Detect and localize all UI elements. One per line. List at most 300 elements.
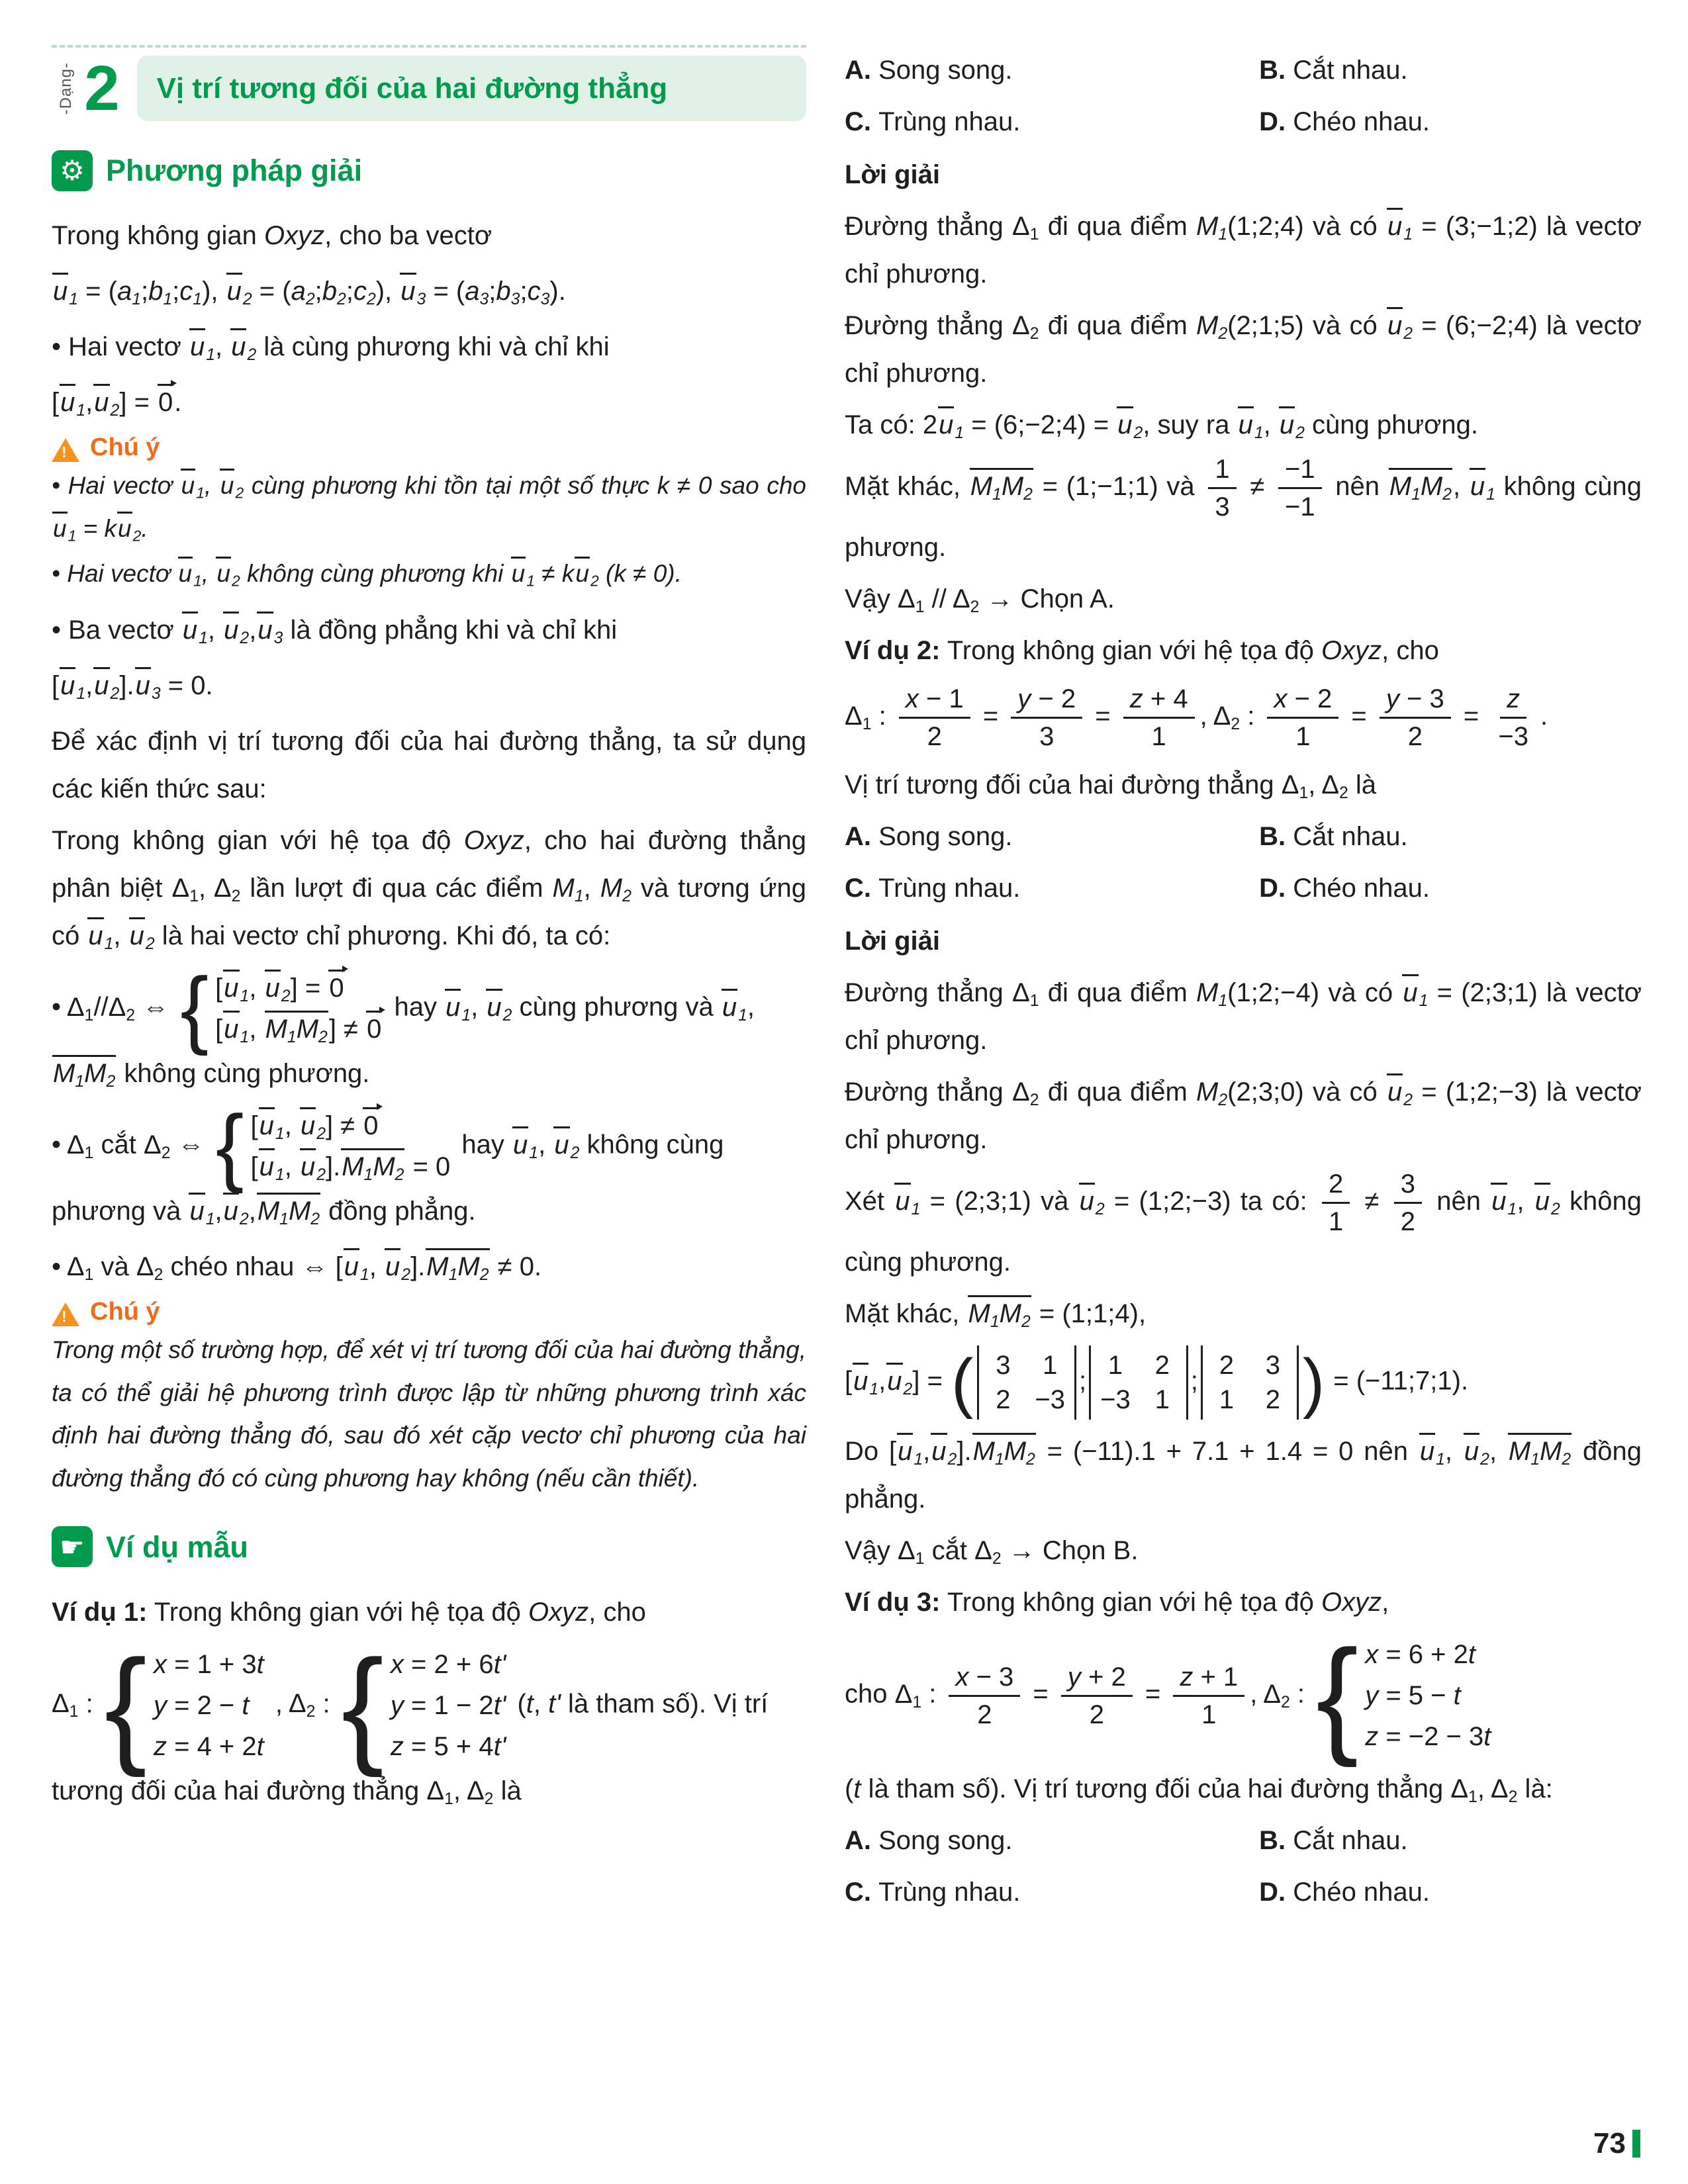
subscript: 1 bbox=[914, 1450, 923, 1469]
text-run: là bbox=[1348, 770, 1377, 799]
text-run: : bbox=[315, 1689, 338, 1719]
subscript: 2 bbox=[231, 887, 241, 905]
text-run: Do [ bbox=[845, 1437, 897, 1466]
text-run: cùng phương và bbox=[512, 992, 721, 1022]
math-run: $M_2$ bbox=[84, 1059, 116, 1091]
math-run: $\Delta_1$ bbox=[1011, 212, 1039, 244]
math-run bbox=[485, 993, 512, 1022]
formula-line bbox=[52, 379, 806, 426]
math-run bbox=[264, 1015, 329, 1044]
subscript: 1 bbox=[240, 987, 250, 1005]
math-run: x bbox=[390, 1649, 404, 1679]
paragraph bbox=[845, 1167, 1642, 1286]
subscript: 2 bbox=[1218, 324, 1228, 343]
text-run: cùng phương. bbox=[1304, 410, 1478, 439]
text-run: , bbox=[284, 1152, 299, 1182]
text-run: −3 bbox=[1498, 722, 1528, 751]
subscript: 3 bbox=[273, 629, 283, 647]
fraction-numerator bbox=[1267, 682, 1338, 719]
vector-overline: u bbox=[1469, 469, 1486, 502]
answer-option bbox=[845, 1817, 1259, 1864]
equation-lines bbox=[154, 1644, 264, 1767]
text-run: không cùng phương. bbox=[845, 1187, 1642, 1277]
text-run: = 5 − bbox=[1378, 1681, 1454, 1710]
text-run: không cùng phương khi bbox=[240, 560, 510, 588]
text-run: = bbox=[1456, 702, 1487, 731]
math-run bbox=[930, 1437, 957, 1469]
vector-overline bbox=[425, 1250, 490, 1282]
note-block bbox=[52, 434, 806, 596]
math-run: k bbox=[657, 471, 670, 499]
text-run: là cùng phương khi và chỉ khi bbox=[256, 332, 610, 361]
math-run: Ví dụ 2: bbox=[845, 636, 941, 665]
vector-overline: u bbox=[930, 1434, 947, 1467]
vector-overline: u bbox=[485, 990, 502, 1023]
subscript: 2 bbox=[1231, 715, 1241, 733]
text-run: , bbox=[1199, 702, 1213, 731]
math-run: t bbox=[1453, 1681, 1461, 1710]
math-run: $M_2$ bbox=[296, 1015, 328, 1046]
math-run: $M_2$ bbox=[1196, 311, 1228, 343]
fraction-numerator bbox=[1123, 682, 1195, 719]
text-run: , bbox=[1489, 1437, 1507, 1466]
subscript: 3 bbox=[510, 290, 520, 308]
fraction bbox=[1123, 682, 1195, 753]
text-run: = 5 + 4 bbox=[403, 1731, 494, 1761]
math-run: $\Delta_1$ bbox=[52, 1689, 79, 1721]
text-run: ] = bbox=[119, 388, 158, 417]
equation-system: { x = 6 + 2t y = 5 − t z = −2 − 3t bbox=[1316, 1622, 1491, 1768]
text-run: ]. bbox=[119, 671, 134, 701]
math-run: Oxyz bbox=[1321, 636, 1382, 665]
vector-overline: u bbox=[1386, 1075, 1403, 1107]
math-run bbox=[219, 471, 244, 502]
math-run bbox=[340, 1152, 405, 1184]
option-letter: A. bbox=[845, 822, 871, 851]
big-delimiter: ) bbox=[1302, 1345, 1325, 1420]
subscript: 1 bbox=[75, 1072, 85, 1091]
formula-line bbox=[52, 267, 806, 315]
math-run bbox=[510, 560, 536, 590]
text-run: [ bbox=[52, 388, 60, 417]
subscript: 2 bbox=[305, 290, 315, 308]
text-run: là tham số). Vị trí tương đối của hai đường thẳng bbox=[52, 1689, 769, 1805]
text-run: Trong không gian với hệ tọa độ bbox=[147, 1597, 528, 1627]
vector-overline bbox=[972, 1434, 1037, 1467]
math-run: z bbox=[1365, 1722, 1379, 1751]
math-run: $\Delta_2$ bbox=[974, 1536, 1002, 1568]
text-run: Trong không gian bbox=[52, 221, 264, 250]
subscript: 2 bbox=[1295, 424, 1305, 442]
subscript: 1 bbox=[287, 1028, 297, 1046]
math-run: $M_2$ bbox=[1196, 1077, 1228, 1109]
formula-line bbox=[52, 1097, 806, 1235]
vector-overline bbox=[969, 469, 1034, 502]
text-run: , bbox=[1382, 1588, 1389, 1617]
math-run: $a_2$ bbox=[291, 277, 315, 308]
fraction-denominator bbox=[1195, 1697, 1223, 1731]
equation-line bbox=[391, 1726, 506, 1767]
subscript: 1 bbox=[84, 1006, 94, 1024]
text-run: = (1;2;−3) là vectơ chỉ phương. bbox=[845, 1077, 1642, 1154]
vector-overline: u bbox=[134, 668, 152, 701]
subscript: 2 bbox=[1403, 1091, 1413, 1109]
answer-options bbox=[845, 813, 1642, 912]
subscript: 1 bbox=[444, 1790, 453, 1808]
fraction-denominator bbox=[1394, 1204, 1422, 1238]
math-run bbox=[222, 1015, 249, 1044]
math-run bbox=[328, 974, 345, 1003]
vector-overline: u bbox=[384, 1250, 401, 1282]
text-run: = (6;−2;4) là vectơ chỉ phương. bbox=[845, 311, 1642, 388]
math-run: $\Delta_2$ bbox=[288, 1689, 316, 1721]
math-run: $\Delta_1$ bbox=[898, 1536, 925, 1568]
fraction-numerator bbox=[899, 682, 970, 719]
option-text: Chéo nhau. bbox=[1286, 874, 1430, 903]
formula-line bbox=[845, 1622, 1642, 1768]
text-run: , bbox=[215, 332, 230, 361]
paragraph bbox=[845, 1068, 1642, 1163]
text-run: = (2;3;1) và bbox=[920, 1187, 1078, 1216]
text-run: không cùng phương và bbox=[52, 1130, 724, 1226]
subscript: 2 bbox=[1023, 486, 1033, 504]
text-run: = 2 + 6 bbox=[403, 1649, 494, 1679]
option-text: Cắt nhau. bbox=[1286, 822, 1408, 851]
note-paragraph bbox=[52, 553, 806, 596]
math-run bbox=[384, 1252, 411, 1284]
paragraph bbox=[52, 323, 806, 371]
subscript: 2 bbox=[1021, 1312, 1031, 1331]
text-run: , bbox=[204, 471, 219, 499]
math-run bbox=[574, 560, 599, 590]
math-run: $\Delta_1$ bbox=[426, 1776, 453, 1808]
fraction-denominator bbox=[1401, 719, 1429, 753]
text-run: Trong một số trường hợp, để xét vị trí tương đối của hai đường thẳng, ta có thể giải hệ phương trình được lập từ những phương trình xác định hai đường thẳng đó, sau đó xét cặp vectơ chỉ phương của hai đường thẳng đó có cùng phương hay không (nếu cần thiết). bbox=[52, 1336, 806, 1492]
text-run: ), bbox=[202, 277, 226, 306]
math-run: t bbox=[256, 1649, 264, 1679]
equation-system: { x = 1 + 3t y = 2 − t z = 4 + 2t bbox=[104, 1632, 264, 1778]
subscript: 2 bbox=[281, 987, 291, 1005]
math-run: $M_1$ bbox=[1508, 1437, 1540, 1469]
math-run: $M_2$ bbox=[288, 1197, 320, 1228]
subscript: 2 bbox=[1562, 1450, 1571, 1469]
text-run: là đồng phẳng khi và chỉ khi bbox=[283, 615, 618, 645]
math-run: $\Delta_1$ bbox=[894, 1679, 922, 1711]
vector-overline: u bbox=[117, 513, 133, 543]
text-run: , bbox=[248, 1197, 256, 1226]
subscript: 1 bbox=[363, 1165, 373, 1184]
text-run: , bbox=[249, 1015, 264, 1044]
answer-option bbox=[1259, 864, 1642, 912]
text-run: 3 bbox=[1215, 492, 1230, 522]
fraction-denominator bbox=[1491, 719, 1535, 753]
math-run: y bbox=[1365, 1681, 1379, 1710]
option-letter: B. bbox=[1259, 56, 1286, 85]
vector-overline: u bbox=[299, 1150, 316, 1182]
math-run bbox=[886, 1367, 912, 1396]
math-run: $c_3$ bbox=[527, 277, 550, 308]
vector-overline: u bbox=[226, 274, 243, 306]
math-run bbox=[1534, 1187, 1560, 1216]
option-text: Chéo nhau. bbox=[1286, 107, 1430, 136]
fraction bbox=[1380, 682, 1451, 753]
determinant-2x2 bbox=[1089, 1345, 1188, 1420]
math-run: $\Delta_2$ bbox=[108, 992, 136, 1024]
text-run: ≠ 0 sao cho bbox=[669, 471, 806, 499]
fraction bbox=[1267, 682, 1338, 753]
subscript: 2 bbox=[232, 572, 240, 590]
text-run: đi qua điểm bbox=[1039, 1077, 1197, 1107]
subscript: 2 bbox=[106, 1072, 116, 1091]
option-letter: D. bbox=[1259, 1878, 1286, 1907]
subscript: 2 bbox=[1095, 1201, 1105, 1218]
math-run: $\Delta_2$ bbox=[952, 584, 980, 616]
text-run: = 2 − bbox=[166, 1690, 242, 1720]
subscript: 1 bbox=[992, 486, 1002, 504]
text-run: , suy ra bbox=[1143, 410, 1237, 439]
formula-line bbox=[52, 662, 806, 709]
fraction bbox=[899, 682, 970, 753]
subscript: 1 bbox=[1486, 486, 1495, 504]
formula-line bbox=[845, 1345, 1642, 1420]
text-run: , bbox=[85, 388, 93, 417]
text-run: = (−11;7;1). bbox=[1326, 1366, 1469, 1396]
text-run: − 2 bbox=[1031, 684, 1076, 713]
text-run: Đường thẳng bbox=[845, 212, 1012, 241]
vector-overline: u bbox=[1278, 408, 1295, 440]
green-heading bbox=[52, 1520, 806, 1574]
vector-overline: u bbox=[721, 990, 738, 1023]
heading-label: Ví dụ mẫu bbox=[106, 1529, 249, 1564]
paragraph bbox=[52, 212, 806, 259]
text-run: lần lượt đi qua các điểm bbox=[240, 874, 553, 903]
text-run: ; bbox=[520, 277, 528, 306]
equation-line bbox=[154, 1685, 250, 1726]
text-run: , bbox=[267, 1689, 289, 1719]
text-run: = bbox=[76, 514, 105, 542]
math-run: y bbox=[1017, 684, 1031, 713]
text-run: ]. bbox=[325, 1152, 341, 1182]
vector-overline: u bbox=[93, 668, 110, 701]
text-run: = 1 − 2 bbox=[403, 1690, 494, 1720]
text-run: , bbox=[214, 1197, 222, 1226]
subscript: 2 bbox=[1442, 486, 1452, 504]
determinant-entry: −3 bbox=[1100, 1385, 1131, 1414]
subscript: 1 bbox=[359, 1265, 369, 1284]
equation-line bbox=[251, 1105, 380, 1146]
subscript: 1 bbox=[68, 526, 77, 544]
paragraph bbox=[845, 1290, 1642, 1338]
text-run: Vậy bbox=[845, 584, 898, 614]
text-run: Mặt khác, bbox=[845, 472, 969, 502]
subscript: 2 bbox=[132, 526, 142, 544]
fraction bbox=[1322, 1167, 1350, 1238]
text-run: = 6 + 2 bbox=[1378, 1640, 1468, 1669]
text-run: , bbox=[1263, 410, 1278, 439]
text-run: [ bbox=[845, 1366, 853, 1396]
vector-overline: u bbox=[52, 513, 68, 543]
text-run: hay bbox=[454, 1130, 512, 1160]
math-run bbox=[1507, 1437, 1572, 1469]
math-run: $b_2$ bbox=[322, 277, 346, 308]
vector-overline: u bbox=[93, 385, 110, 418]
vector-overline: u bbox=[1237, 408, 1254, 440]
fraction-numerator bbox=[1061, 1661, 1133, 1697]
subscript: 1 bbox=[869, 1380, 879, 1398]
text-run: (1;2;−4) và có bbox=[1227, 978, 1402, 1007]
math-run bbox=[59, 388, 86, 420]
option-text: Song song. bbox=[871, 56, 1013, 85]
heading-label: Phương pháp giải bbox=[106, 154, 363, 187]
text-run: , bbox=[471, 992, 486, 1022]
text-run: , bbox=[85, 671, 93, 701]
math-run: $\Delta_1$ bbox=[898, 584, 925, 616]
text-run: là tham số). Vị trí tương đối của hai đường thẳng bbox=[861, 1774, 1451, 1803]
paragraph bbox=[845, 969, 1642, 1064]
text-run: Xét bbox=[845, 1187, 894, 1216]
subscript: 2 bbox=[570, 1144, 580, 1162]
subscript: 1 bbox=[955, 424, 964, 442]
subscript: 3 bbox=[479, 290, 489, 308]
vector-overline: u bbox=[399, 274, 416, 306]
subscript: 2 bbox=[235, 484, 244, 502]
text-run: [ bbox=[215, 1015, 223, 1044]
text-run: , bbox=[207, 615, 223, 645]
math-run bbox=[264, 974, 291, 1003]
paragraph bbox=[845, 1428, 1642, 1523]
math-run: $M_2$ bbox=[600, 874, 632, 905]
determinant-2x2 bbox=[1201, 1345, 1299, 1420]
option-letter: C. bbox=[845, 1878, 871, 1907]
text-run: ), bbox=[375, 277, 400, 306]
math-run bbox=[215, 560, 240, 590]
text-run: không cùng phương. bbox=[845, 472, 1642, 562]
math-run bbox=[87, 921, 114, 953]
vector-overline: u bbox=[1386, 308, 1403, 341]
fraction-numerator bbox=[949, 1661, 1020, 1697]
fraction-denominator bbox=[1145, 719, 1173, 753]
math-run bbox=[967, 1299, 1032, 1331]
subscript: 2 bbox=[590, 572, 599, 590]
math-run bbox=[180, 471, 205, 502]
subscript: 1 bbox=[189, 887, 199, 905]
option-text: Song song. bbox=[871, 1826, 1013, 1855]
fraction bbox=[1491, 682, 1535, 753]
option-letter: A. bbox=[845, 1826, 871, 1855]
math-run: $\Delta_2$ bbox=[466, 1776, 494, 1808]
fraction-numerator bbox=[1011, 682, 1082, 719]
subscript: 2 bbox=[622, 887, 632, 905]
vector-overline: u bbox=[894, 1184, 911, 1216]
subscript: 2 bbox=[110, 401, 120, 420]
math-run: y bbox=[153, 1690, 167, 1720]
text-run: − 3 bbox=[968, 1662, 1014, 1692]
subscript: 1 bbox=[196, 484, 205, 502]
text-run: ] ≠ bbox=[328, 1015, 366, 1044]
subscript: 2 bbox=[154, 1265, 164, 1284]
math-run bbox=[52, 515, 76, 542]
subscript: 1 bbox=[1254, 424, 1264, 442]
fraction-denominator bbox=[970, 1697, 998, 1731]
equation-system: { x = 2 + 6t' y = 1 − 2t' z = 5 + 4t' bbox=[341, 1632, 506, 1778]
hand-icon: ☛ bbox=[52, 1526, 93, 1567]
text-run: , bbox=[583, 874, 600, 903]
equation-line bbox=[215, 1009, 383, 1050]
vector-overline: u bbox=[258, 1150, 275, 1182]
text-run: Đường thẳng bbox=[845, 1077, 1012, 1107]
subscript: 2 bbox=[310, 1210, 320, 1228]
subscript: 2 bbox=[366, 290, 376, 308]
math-run bbox=[362, 1111, 379, 1140]
subscript: 1 bbox=[912, 1693, 922, 1711]
text-run: • Ba vectơ bbox=[52, 615, 181, 645]
text-run: 1 bbox=[1151, 722, 1166, 751]
subscript: 1 bbox=[76, 684, 86, 703]
text-run: ; bbox=[172, 277, 180, 306]
vector-overline: u bbox=[188, 1194, 205, 1226]
green-heading bbox=[52, 144, 806, 197]
subscript: 1 bbox=[1403, 225, 1413, 244]
warning-icon bbox=[52, 1302, 79, 1326]
math-run: $a_1$ bbox=[117, 277, 141, 308]
text-run: chéo nhau ⇔ [ bbox=[163, 1252, 343, 1282]
text-run: , bbox=[1250, 1679, 1264, 1709]
subscript: 1 bbox=[275, 1124, 285, 1143]
math-run: t bbox=[853, 1774, 861, 1803]
subscript: 1 bbox=[994, 1450, 1004, 1469]
math-run bbox=[299, 1111, 326, 1143]
note-label-row bbox=[52, 434, 806, 462]
fraction bbox=[1394, 1167, 1422, 1238]
text-run: , bbox=[1308, 770, 1322, 799]
math-run: $c_2$ bbox=[353, 277, 376, 308]
text-run: 1 bbox=[1329, 1207, 1344, 1236]
text-run: Đường thẳng bbox=[845, 978, 1012, 1007]
text-run: 2 bbox=[927, 722, 942, 751]
math-run: $\Delta_2$ bbox=[1321, 770, 1348, 802]
fraction-numerator bbox=[1208, 453, 1236, 489]
math-run bbox=[1237, 410, 1264, 442]
determinant-entry: 2 bbox=[1265, 1385, 1280, 1414]
subscript: 2 bbox=[337, 290, 346, 308]
math-run bbox=[93, 388, 120, 420]
math-run bbox=[1463, 1437, 1489, 1469]
subscript: 1 bbox=[279, 1210, 289, 1228]
dang-vertical-label: -Dạng- bbox=[57, 62, 75, 115]
math-run: $a_3$ bbox=[465, 277, 489, 308]
math-run: Oxyz bbox=[528, 1597, 589, 1627]
subscript: 2 bbox=[239, 1210, 249, 1228]
math-run bbox=[721, 993, 747, 1022]
vector-overline: u bbox=[258, 1109, 275, 1141]
math-run: $M_2$ bbox=[1540, 1437, 1571, 1469]
text-run: , bbox=[1477, 1774, 1491, 1803]
text-run: ]. bbox=[410, 1252, 426, 1282]
subscript: 2 bbox=[316, 1124, 326, 1143]
math-run bbox=[1116, 410, 1143, 442]
math-run: $\Delta_2$ bbox=[213, 874, 241, 905]
math-run: Oxyz bbox=[1321, 1588, 1382, 1617]
math-run bbox=[52, 277, 78, 306]
vector-overline: u bbox=[1078, 1184, 1096, 1216]
math-run: k bbox=[104, 514, 117, 542]
vector-overline: u bbox=[215, 558, 232, 588]
text-run: không cùng phương. bbox=[117, 1059, 370, 1089]
equation-line bbox=[154, 1726, 264, 1767]
option-text: Trùng nhau. bbox=[871, 874, 1021, 903]
text-run: = (1;−1;1) và bbox=[1033, 472, 1203, 502]
subscript: 1 bbox=[163, 290, 173, 308]
